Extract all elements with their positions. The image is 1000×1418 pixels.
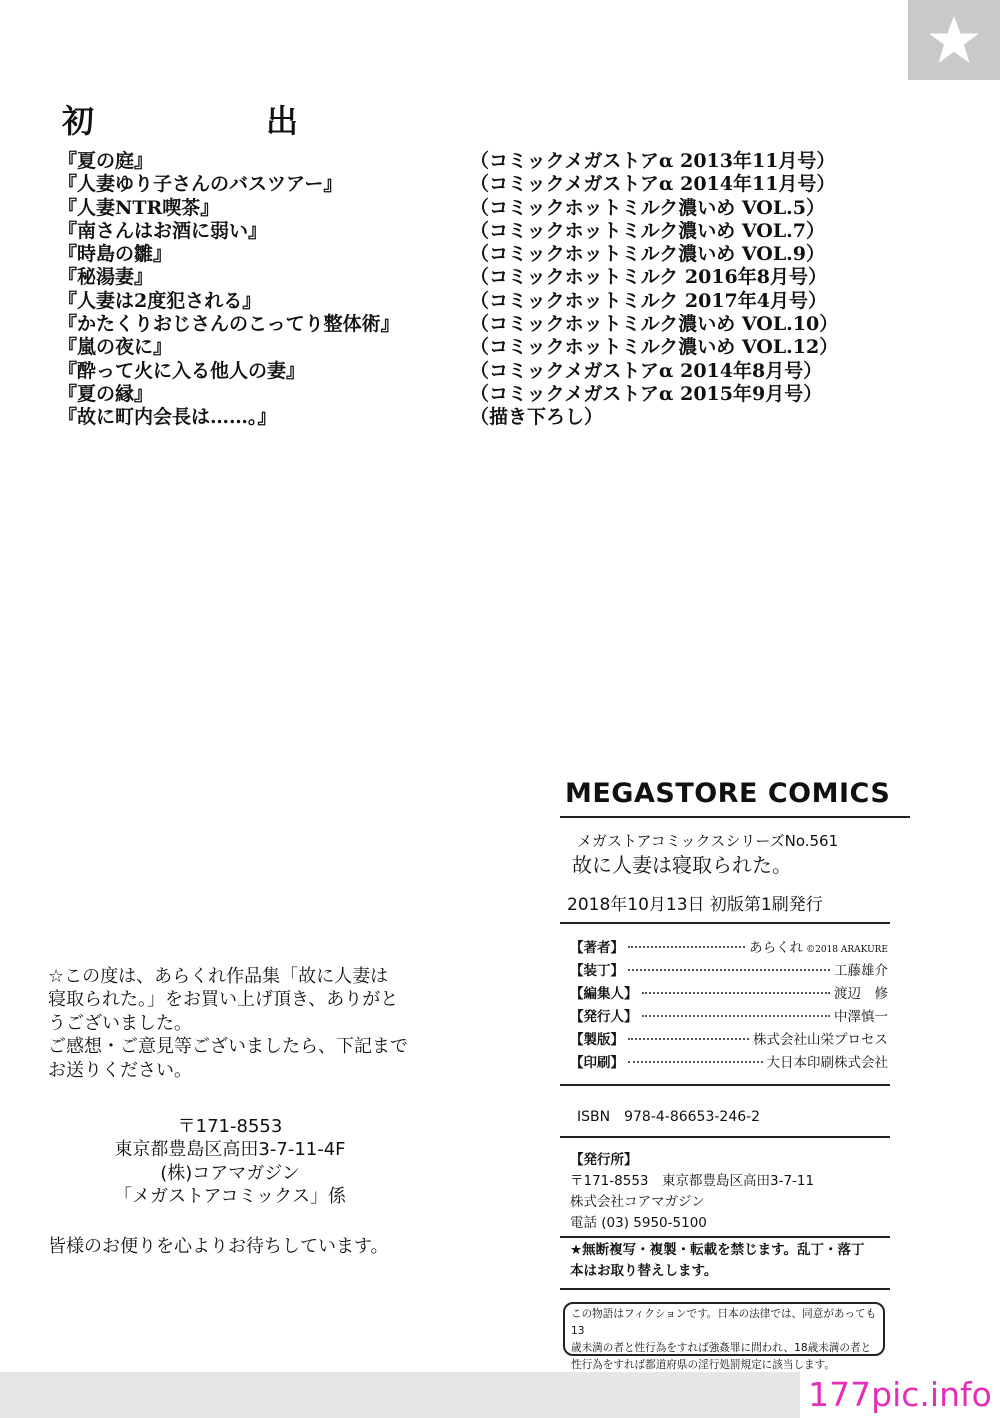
- story-title: 『嵐の夜に』: [58, 336, 173, 359]
- credit-name: あらくれ: [749, 940, 804, 956]
- story-source: （コミックホットミルク濃いめ VOL.5）: [470, 196, 826, 219]
- disclaimer-line: 性行為をすれば都道府県の淫行処罰規定に該当します。: [571, 1359, 835, 1371]
- disclaimer-line: この物語はフィクションです。日本の法律では、同意があっても13: [571, 1308, 877, 1337]
- story-title: 『夏の庭』: [58, 150, 154, 172]
- star-icon: [926, 14, 982, 66]
- credit-name: 工藤雄介: [834, 963, 888, 979]
- divider: [560, 1084, 890, 1086]
- fiction-disclaimer: [563, 1302, 885, 1371]
- divider: [560, 1236, 890, 1238]
- message-line: 寝取られた。」をお買い上げ頂き、ありがと: [48, 989, 399, 1011]
- story-source: （コミックホットミルク 2017年4月号）: [470, 289, 827, 312]
- story-source: （コミックホットミルク濃いめ VOL.10）: [470, 313, 839, 336]
- story-title-list: [58, 150, 458, 430]
- story-title: 『南さんはお酒に弱い』: [58, 219, 268, 242]
- divider: [560, 1288, 890, 1290]
- story-title: 『人妻NTR喫茶』: [58, 196, 220, 219]
- notice-line: 本はお取り替えします。: [570, 1263, 718, 1279]
- credit-name: 大日本印刷株式会社: [766, 1055, 888, 1071]
- divider: [560, 1136, 890, 1138]
- story-title: 『人妻は2度犯される』: [58, 289, 262, 312]
- story-title: 『故に町内会長は……。』: [58, 406, 277, 429]
- mailing-address: [60, 1115, 400, 1209]
- story-source: （コミックメガストアα 2014年11月号）: [470, 173, 836, 196]
- publication-date: 2018年10月13日 初版第1刷発行: [567, 895, 823, 915]
- copy-notice: [570, 1240, 865, 1282]
- divider: [560, 922, 890, 924]
- address-line: (株)コアマガジン: [160, 1162, 300, 1184]
- credit-name: 株式会社山栄プロセス: [753, 1032, 888, 1048]
- story-source-list: [470, 150, 839, 430]
- publisher-phone: 電話 (03) 5950-5100: [570, 1215, 707, 1231]
- credit-row: [570, 936, 888, 959]
- notice-line: ★無断複写・複製・転載を禁じます。乱丁・落丁: [570, 1242, 865, 1258]
- story-title: 『酔って火に入る他人の妻』: [58, 359, 306, 382]
- book-title: 故に人妻は寝取られた。: [572, 853, 792, 877]
- story-source: （描き下ろし）: [470, 406, 604, 429]
- closing-line: 皆様のお便りを心よりお待ちしています。: [48, 1236, 389, 1257]
- credit-row: [570, 982, 888, 1005]
- corner-tab: [908, 0, 1000, 80]
- credit-role: 【印刷】: [570, 1055, 624, 1071]
- site-watermark: 177pic.info: [800, 1372, 1000, 1418]
- story-title: 『夏の縁』: [58, 382, 154, 405]
- publisher-name: 株式会社コアマガジン: [570, 1194, 705, 1210]
- disclaimer-line: 歳未満の者と性行為をすれば強姦罪に問われ、18歳未満の者と: [571, 1342, 872, 1354]
- story-title: 『時島の雛』: [58, 243, 173, 266]
- story-title: 『かたくりおじさんのこってり整体術』: [58, 313, 400, 336]
- credits-list: [570, 936, 888, 1074]
- credit-name: 中澤慎一: [834, 1009, 888, 1025]
- dot-leader: [642, 992, 831, 994]
- dot-leader: [628, 1061, 763, 1063]
- copyright-notice: ©2018 ARAKURE: [806, 945, 888, 955]
- page-heading: 初 出: [62, 102, 369, 140]
- dot-leader: [628, 946, 745, 948]
- dot-leader: [628, 1038, 749, 1040]
- isbn: ISBN 978-4-86653-246-2: [577, 1109, 761, 1125]
- publisher-logo: MEGASTORE COMICS: [565, 778, 891, 809]
- story-source: （コミックホットミルク 2016年8月号）: [470, 266, 827, 289]
- story-source: （コミックメガストアα 2015年9月号）: [470, 382, 823, 405]
- story-source: （コミックホットミルク濃いめ VOL.12）: [470, 336, 839, 359]
- dot-leader: [642, 1015, 831, 1017]
- credit-row: [570, 1051, 888, 1074]
- divider: [560, 816, 910, 818]
- reader-message: [48, 965, 448, 1082]
- credit-name: 渡辺 修: [834, 986, 888, 1002]
- credit-role: 【装丁】: [570, 963, 624, 979]
- credit-row: [570, 1005, 888, 1028]
- message-line: うございました。: [48, 1012, 192, 1034]
- address-line: 「メガストアコミックス」係: [113, 1186, 347, 1208]
- credit-role: 【発行人】: [570, 1009, 638, 1025]
- address-line: 東京都豊島区高田3-7-11-4F: [114, 1139, 346, 1161]
- story-source: （コミックメガストアα 2014年8月号）: [470, 359, 823, 382]
- message-line: ご感想・ご意見等ございましたら、下記まで: [48, 1036, 408, 1058]
- credit-role: 【編集人】: [570, 986, 638, 1002]
- address-line: 〒171-8553: [177, 1116, 283, 1137]
- credit-row: [570, 1028, 888, 1051]
- credit-row: [570, 959, 888, 982]
- publisher-address: 〒171-8553 東京都豊島区高田3-7-11: [570, 1173, 815, 1189]
- story-source: （コミックホットミルク濃いめ VOL.7）: [470, 219, 826, 242]
- story-source: （コミックホットミルク濃いめ VOL.9）: [470, 243, 826, 266]
- publisher-label: 【発行所】: [570, 1152, 638, 1168]
- story-title: 『人妻ゆり子さんのバスツアー』: [58, 173, 343, 196]
- message-line: ☆この度は、あらくれ作品集「故に人妻は: [48, 966, 389, 987]
- story-source: （コミックメガストアα 2013年11月号）: [470, 150, 836, 172]
- story-title: 『秘湯妻』: [58, 266, 154, 289]
- series-number: メガストアコミックスシリーズNo.561: [577, 832, 839, 850]
- message-line: お送りください。: [48, 1059, 192, 1081]
- dot-leader: [628, 969, 830, 971]
- credit-role: 【製版】: [570, 1032, 624, 1048]
- publisher-info: [570, 1150, 814, 1234]
- credit-role: 【著者】: [570, 940, 624, 956]
